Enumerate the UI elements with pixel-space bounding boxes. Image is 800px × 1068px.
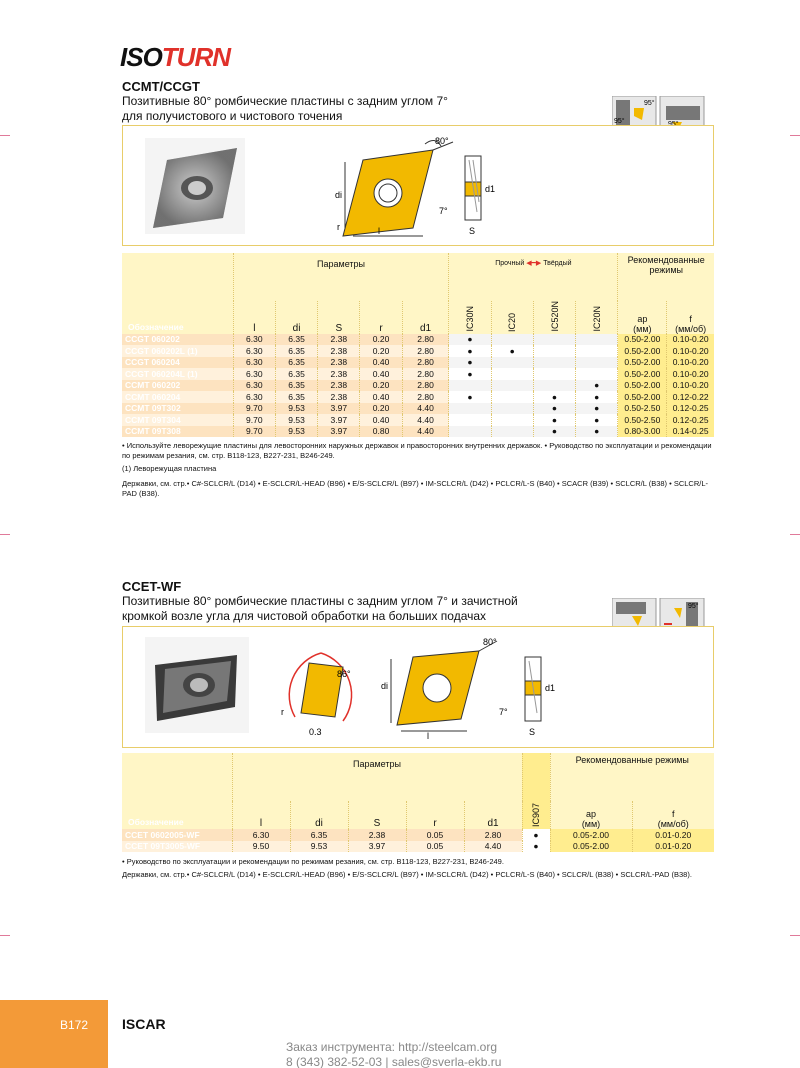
recommended-header: Рекомендованные режимы bbox=[618, 253, 714, 301]
insert-side-view bbox=[433, 152, 513, 240]
page-tab bbox=[0, 1000, 108, 1068]
value-cell: 2.80 bbox=[402, 334, 449, 346]
section-title: CCET-WF bbox=[122, 579, 182, 594]
table-row bbox=[122, 426, 714, 438]
value-cell: 6.30 bbox=[233, 391, 275, 403]
value-cell: 3.97 bbox=[318, 426, 360, 438]
value-cell: 6.30 bbox=[232, 829, 290, 841]
value-cell: 4.40 bbox=[402, 403, 449, 415]
value-cell: 0.50-2.50 bbox=[618, 403, 667, 415]
value-cell: 4.40 bbox=[402, 426, 449, 438]
svg-text:S: S bbox=[469, 226, 476, 236]
value-cell: 2.80 bbox=[402, 391, 449, 403]
designation-cell: CCMT 09T304 bbox=[122, 414, 233, 426]
grade-header: IC30N bbox=[449, 301, 491, 334]
crop-mark bbox=[0, 135, 10, 136]
value-cell: 6.35 bbox=[275, 368, 317, 380]
value-cell: 0.12-0.22 bbox=[667, 391, 714, 403]
parameters-header: Параметры bbox=[233, 253, 449, 301]
designation-cell: CCET 0602005-WF bbox=[122, 829, 232, 841]
svg-text:di: di bbox=[381, 681, 389, 691]
value-cell: 0.80-3.00 bbox=[618, 426, 667, 438]
crop-mark bbox=[790, 534, 800, 535]
value-cell: 0.20 bbox=[360, 345, 402, 357]
grade-cell: ● bbox=[576, 414, 618, 426]
crop-mark bbox=[0, 534, 10, 535]
footnote: (1) Леворежущая пластина bbox=[122, 464, 217, 473]
grade-cell: ● bbox=[533, 391, 575, 403]
value-cell: 9.53 bbox=[275, 426, 317, 438]
value-cell: 0.14-0.25 bbox=[667, 426, 714, 438]
svg-text:95°: 95° bbox=[688, 603, 699, 610]
grade-cell bbox=[491, 357, 533, 369]
grade-cell bbox=[449, 414, 491, 426]
value-cell: 0.50-2.00 bbox=[618, 334, 667, 346]
table-row bbox=[122, 403, 714, 415]
table-row bbox=[122, 357, 714, 369]
value-cell: 0.80 bbox=[360, 426, 402, 438]
value-cell: 2.38 bbox=[318, 334, 360, 346]
grade-header: IC20 bbox=[491, 301, 533, 334]
value-cell: 9.53 bbox=[290, 841, 348, 853]
svg-text:86°: 86° bbox=[337, 669, 351, 679]
value-cell: 6.35 bbox=[275, 345, 317, 357]
value-cell: 0.10-0.20 bbox=[667, 357, 714, 369]
designation-cell: CCET 09T3005-WF bbox=[122, 841, 232, 853]
grade-cell: ● bbox=[533, 426, 575, 438]
grade-cell bbox=[533, 380, 575, 392]
grade-cell: ● bbox=[449, 368, 491, 380]
grade-header: IC907 bbox=[522, 753, 550, 829]
grade-cell: ● bbox=[533, 414, 575, 426]
designation-cell: CCGT 060204 bbox=[122, 357, 233, 369]
grade-cell bbox=[576, 368, 618, 380]
table-row bbox=[122, 391, 714, 403]
value-cell: 2.38 bbox=[318, 391, 360, 403]
value-cell: 6.30 bbox=[233, 345, 275, 357]
grade-cell bbox=[491, 380, 533, 392]
value-cell: 2.80 bbox=[402, 345, 449, 357]
value-cell: 4.40 bbox=[402, 414, 449, 426]
svg-text:0.3: 0.3 bbox=[309, 727, 322, 737]
designation-cell: CCMT 060202 bbox=[122, 380, 233, 392]
grade-cell: ● bbox=[522, 841, 550, 853]
svg-text:S: S bbox=[529, 727, 536, 737]
value-cell: 0.40 bbox=[360, 357, 402, 369]
grade-cell bbox=[449, 426, 491, 438]
table-row bbox=[122, 334, 714, 346]
value-cell: 3.97 bbox=[318, 403, 360, 415]
holders-note: Державки, см. стр.• C#-SCLCR/L (D14) • E-SCLCR/L-HEAD (B96) • E/S-SCLCR/L (B97) • IM-SCLCR/L (D42) • PCLCR/L-S (B40) • SCACR (B39) • SCLCR/L (B38) • SCLCR/L-PAD (B38). bbox=[122, 479, 709, 498]
value-cell: 6.35 bbox=[275, 380, 317, 392]
designation-header: Обозначение bbox=[122, 753, 232, 829]
value-cell: 0.05 bbox=[406, 841, 464, 853]
value-cell: 0.10-0.20 bbox=[667, 380, 714, 392]
value-cell: 6.30 bbox=[233, 334, 275, 346]
usage-note: • Используйте леворежущие пластины для левосторонних наружных державок и правосторонних внутренних державок. • Руководство по эксплуатации и рекомендации по режимам резания, см. стр. B118-123, B227-231, B246-249. bbox=[122, 441, 712, 460]
value-cell: 0.12-0.25 bbox=[667, 403, 714, 415]
crop-mark bbox=[790, 935, 800, 936]
value-cell: 2.80 bbox=[402, 368, 449, 380]
iscar-brand: ISCAR bbox=[122, 1016, 166, 1032]
value-cell: 0.50-2.00 bbox=[618, 345, 667, 357]
value-cell: 0.05 bbox=[406, 829, 464, 841]
designation-cell: CCGT 060202 bbox=[122, 334, 233, 346]
order-info: Заказ инструмента: http://steelcam.org bbox=[286, 1040, 498, 1054]
designation-cell: CCGT 060202L (1) bbox=[122, 345, 233, 357]
grade-cell: ● bbox=[576, 391, 618, 403]
value-cell: 9.70 bbox=[233, 403, 275, 415]
value-cell: 0.40 bbox=[360, 368, 402, 380]
grade-cell: ● bbox=[449, 391, 491, 403]
svg-text:95°: 95° bbox=[644, 100, 655, 107]
value-cell: 0.12-0.25 bbox=[667, 414, 714, 426]
svg-text:r: r bbox=[337, 222, 340, 232]
value-cell: 9.70 bbox=[233, 426, 275, 438]
designation-cell: CCMT 09T308 bbox=[122, 426, 233, 438]
grade-cell bbox=[491, 334, 533, 346]
insert-drawing bbox=[377, 633, 507, 743]
svg-text:7°: 7° bbox=[499, 707, 508, 717]
table-row bbox=[122, 345, 714, 357]
value-cell: 0.20 bbox=[360, 380, 402, 392]
value-cell: 2.80 bbox=[402, 380, 449, 392]
value-cell: 0.50-2.00 bbox=[618, 380, 667, 392]
grade-header: IC520N bbox=[533, 301, 575, 334]
designation-header: Обозначение bbox=[122, 253, 233, 334]
value-cell: 6.30 bbox=[233, 380, 275, 392]
recommended-header: Рекомендованные режимы bbox=[550, 753, 714, 801]
value-cell: 9.53 bbox=[275, 414, 317, 426]
designation-cell: CCMT 09T302 bbox=[122, 403, 233, 415]
contact-info: 8 (343) 382-52-03 | sales@sverla-ekb.ru bbox=[286, 1055, 502, 1068]
value-cell: 0.50-2.00 bbox=[618, 357, 667, 369]
grade-cell: ● bbox=[576, 403, 618, 415]
value-cell: 0.40 bbox=[360, 391, 402, 403]
table-row bbox=[122, 829, 714, 841]
value-cell: 0.50-2.00 bbox=[618, 391, 667, 403]
grade-cell: ● bbox=[449, 357, 491, 369]
holders-note: Державки, см. стр.• C#-SCLCR/L (D14) • E-SCLCR/L-HEAD (B96) • E/S-SCLCR/L (B97) • IM-SCLCR/L (D42) • PCLCR/L-S (B40) • SCLCR/L (B38) • SCLCR/L-PAD (B38). bbox=[122, 870, 692, 879]
grade-cell: ● bbox=[449, 334, 491, 346]
grade-cell bbox=[491, 403, 533, 415]
insert-figure bbox=[122, 626, 714, 748]
value-cell: 6.35 bbox=[275, 391, 317, 403]
value-cell: 0.50-2.50 bbox=[618, 414, 667, 426]
value-cell: 6.35 bbox=[275, 357, 317, 369]
grade-cell: ● bbox=[522, 829, 550, 841]
grade-cell bbox=[576, 334, 618, 346]
value-cell: 9.50 bbox=[232, 841, 290, 853]
parameters-header: Параметры bbox=[232, 753, 522, 801]
crop-mark bbox=[790, 135, 800, 136]
grade-cell bbox=[449, 380, 491, 392]
grade-cell: ● bbox=[491, 345, 533, 357]
value-cell: 0.20 bbox=[360, 403, 402, 415]
value-cell: 2.80 bbox=[464, 829, 522, 841]
grade-cell bbox=[533, 334, 575, 346]
parameters-table: Обозначение Параметры IC907 Рекомендованные режимы l di S r d1 ap (мм) f (мм/об) CCET 0602005-WF 6.30 6.35 2.38 0.05 2.80 ● 0.05-2.00 0.01-0.20 CCET 09T3005-WF 9.50 9.53 3.97 0.05 4.40 ● 0.05-2.00 0.01-0.20 bbox=[122, 753, 714, 852]
insert-figure bbox=[122, 125, 714, 246]
table-row bbox=[122, 380, 714, 392]
value-cell: 0.10-0.20 bbox=[667, 345, 714, 357]
insert-side-view bbox=[493, 653, 573, 741]
svg-text:l: l bbox=[378, 226, 380, 236]
grade-cell bbox=[533, 345, 575, 357]
svg-text:80°: 80° bbox=[483, 637, 497, 647]
parameters-table: Обозначение Параметры Прочный ◀━▶ Твёрдый Рекомендованные режимы l di S r d1 IC30N IC20 IC520N IC20N ap (мм) f (мм/об) CCGT 060202 6.30 6.35 2.38 0.20 2.80 ● 0.50-2.00 0.10-0.20 CCGT 060202L (1) 6.30 6.35 2.38 0.20 2.80 ● ● 0.50-2.00 0.10-0.20 CCGT 060204 6.30 6.35 2.38 0.40 2.80 ● 0.50-2.00 0.10-0.20 CCGT 060204L (1) 6.30 6.35 2.38 0.40 2.80 ● 0.50-2.00 0.10-0.20 CCMT 060202 6.30 6.35 2.38 0.20 2.80 ● 0.50-2.00 0.10-0.20 CCMT 060204 6.30 6.35 2.38 0.40 2.80 ● ● ● 0.50-2.00 0.12-0.22 CCMT 09T302 9.70 9.53 3.97 0.20 4.40 ● ● 0.50-2.50 0.12-0.25 CCMT 09T304 9.70 9.53 3.97 0.40 4.40 ● ● 0.50-2.50 0.12-0.25 CCMT 09T308 9.70 9.53 3.97 0.80 4.40 ● ● 0.80-3.00 0.14-0.25 bbox=[122, 253, 714, 437]
value-cell: 4.40 bbox=[464, 841, 522, 853]
value-cell: 2.38 bbox=[318, 357, 360, 369]
isoturn-logo: ISOTURN bbox=[120, 42, 231, 72]
svg-text:7°: 7° bbox=[439, 206, 448, 216]
value-cell: 6.30 bbox=[233, 357, 275, 369]
grade-cell: ● bbox=[449, 345, 491, 357]
grade-cell bbox=[533, 357, 575, 369]
grade-cell bbox=[576, 345, 618, 357]
grade-cell bbox=[533, 368, 575, 380]
value-cell: 6.30 bbox=[233, 368, 275, 380]
svg-text:di: di bbox=[335, 190, 343, 200]
usage-note: • Руководство по эксплуатации и рекомендации по режимам резания, см. стр. B118-123, B227-231, B246-249. bbox=[122, 857, 504, 866]
corner-detail-drawing bbox=[271, 637, 367, 741]
insert-photo bbox=[145, 637, 249, 733]
table-row bbox=[122, 368, 714, 380]
svg-text:95°: 95° bbox=[614, 118, 625, 125]
grade-cell bbox=[491, 426, 533, 438]
page-number: B172 bbox=[60, 1018, 89, 1032]
svg-text:80°: 80° bbox=[435, 136, 449, 146]
value-cell: 2.38 bbox=[348, 829, 406, 841]
designation-cell: CCMT 060204 bbox=[122, 391, 233, 403]
grade-cell bbox=[491, 368, 533, 380]
section-description: Позитивные 80° ромбические пластины с задним углом 7° и зачистной кромкой возле угла для чистовой обработки на больших подачах bbox=[122, 594, 518, 623]
grade-cell bbox=[449, 403, 491, 415]
grade-cell bbox=[576, 357, 618, 369]
grade-header: IC20N bbox=[576, 301, 618, 334]
designation-cell: CCGT 060204L (1) bbox=[122, 368, 233, 380]
grade-cell bbox=[491, 414, 533, 426]
value-cell: 0.10-0.20 bbox=[667, 368, 714, 380]
grade-cell: ● bbox=[533, 403, 575, 415]
svg-text:d1: d1 bbox=[545, 683, 556, 693]
value-cell: 3.97 bbox=[318, 414, 360, 426]
value-cell: 3.97 bbox=[348, 841, 406, 853]
value-cell: 6.35 bbox=[275, 334, 317, 346]
value-cell: 2.80 bbox=[402, 357, 449, 369]
value-cell: 0.01-0.20 bbox=[632, 841, 714, 853]
table-row bbox=[122, 841, 714, 853]
table-row bbox=[122, 414, 714, 426]
value-cell: 0.20 bbox=[360, 334, 402, 346]
section-title: CCMT/CCGT bbox=[122, 79, 200, 94]
grade-cell: ● bbox=[576, 426, 618, 438]
section-description: Позитивные 80° ромбические пластины с задним углом 7° для получистового и чистового точения bbox=[122, 94, 448, 123]
crop-mark bbox=[0, 935, 10, 936]
value-cell: 9.70 bbox=[233, 414, 275, 426]
value-cell: 0.10-0.20 bbox=[667, 334, 714, 346]
value-cell: 6.35 bbox=[290, 829, 348, 841]
value-cell: 2.38 bbox=[318, 345, 360, 357]
value-cell: 9.53 bbox=[275, 403, 317, 415]
grade-cell: ● bbox=[576, 380, 618, 392]
value-cell: 0.50-2.00 bbox=[618, 368, 667, 380]
svg-text:l: l bbox=[427, 731, 429, 741]
value-cell: 2.38 bbox=[318, 368, 360, 380]
value-cell: 0.05-2.00 bbox=[550, 829, 632, 841]
value-cell: 2.38 bbox=[318, 380, 360, 392]
value-cell: 0.01-0.20 bbox=[632, 829, 714, 841]
value-cell: 0.40 bbox=[360, 414, 402, 426]
grade-cell bbox=[491, 391, 533, 403]
toughness-header: Прочный ◀━▶ Твёрдый bbox=[449, 253, 618, 301]
svg-text:r: r bbox=[281, 707, 284, 717]
svg-text:d1: d1 bbox=[485, 184, 496, 194]
insert-photo bbox=[145, 138, 245, 234]
value-cell: 0.05-2.00 bbox=[550, 841, 632, 853]
